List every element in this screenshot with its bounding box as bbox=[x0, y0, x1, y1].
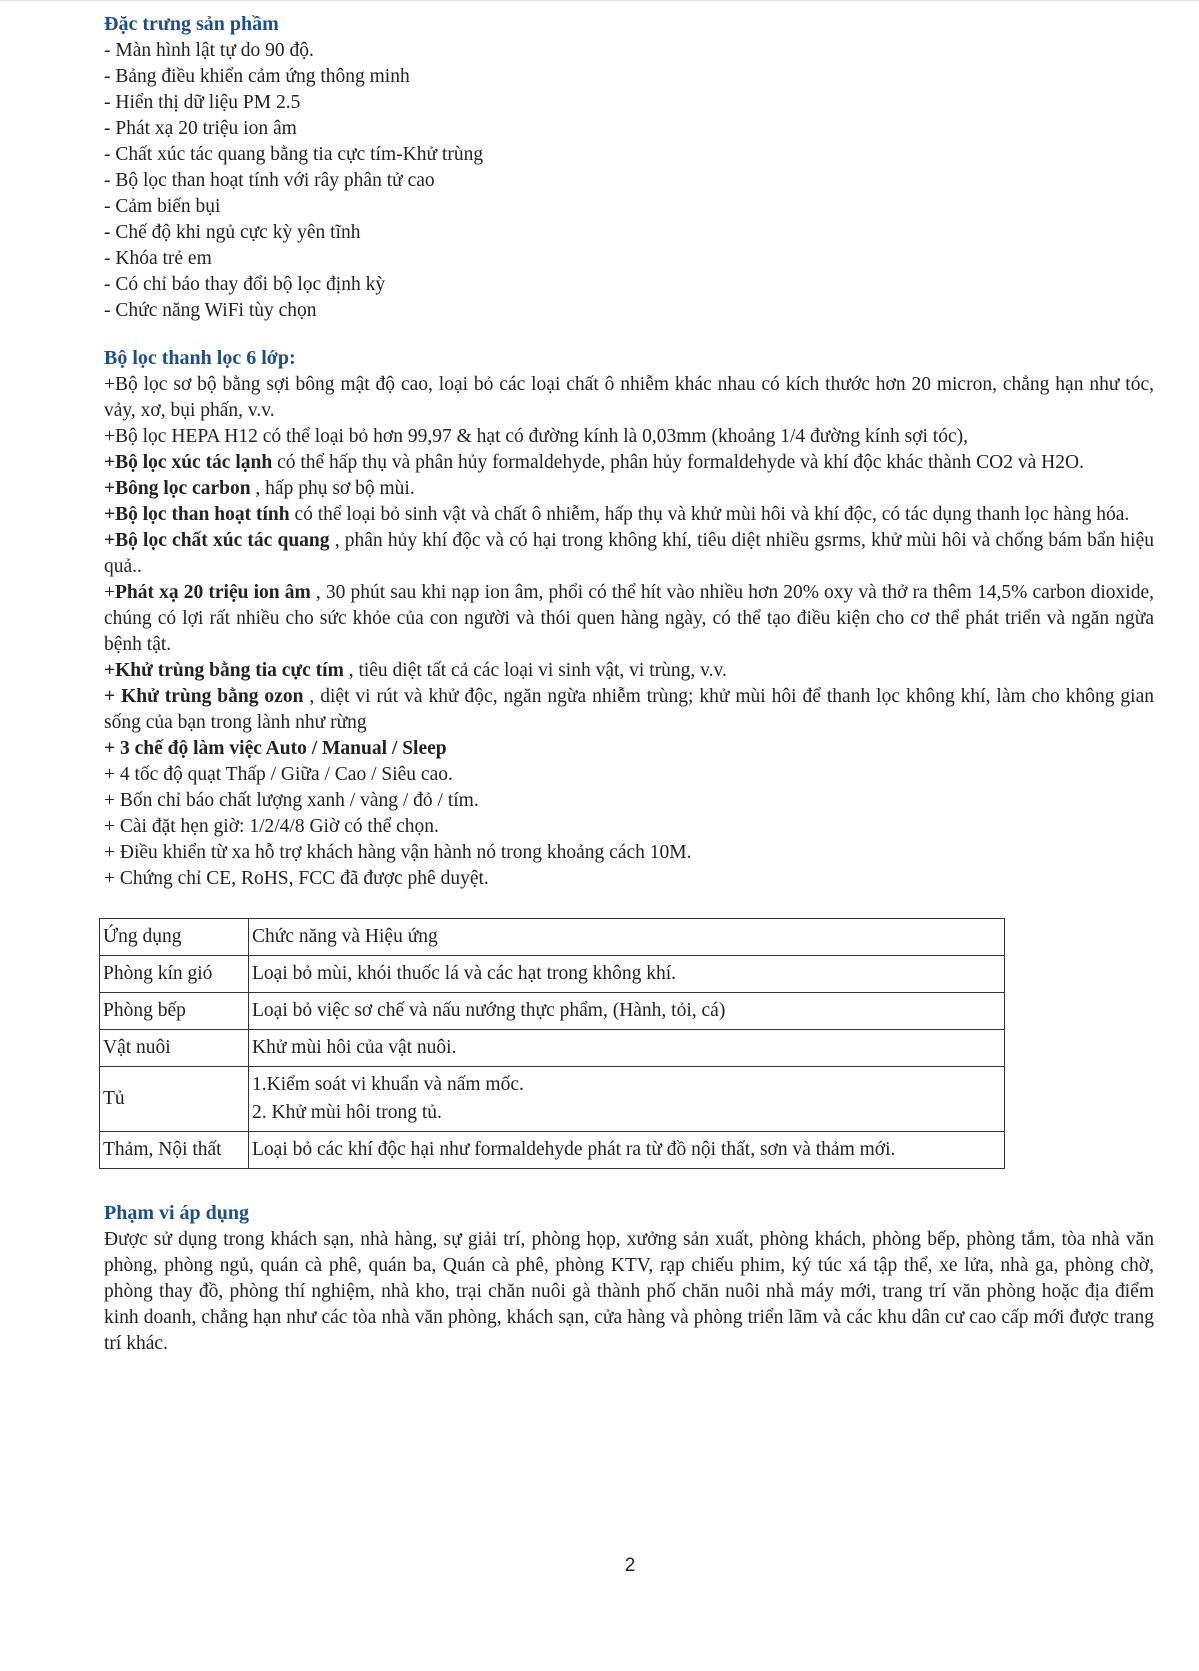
table-cell: Tủ bbox=[100, 1067, 249, 1132]
filter-description: , phân hủy khí độc và có hại trong không khí, tiêu diệt nhiều gsrms, khử mùi hôi và chống bám bẩn hiệu quả.. bbox=[104, 530, 1154, 577]
filter-paragraph bbox=[104, 528, 1154, 580]
list-item: - Bộ lọc than hoạt tính với rây phân tử cao bbox=[104, 170, 435, 191]
list-item: - Có chỉ báo thay đổi bộ lọc định kỳ bbox=[104, 274, 386, 295]
filter-paragraph: +Bộ lọc HEPA H12 có thể loại bỏ hơn 99,97 & hạt có đường kính là 0,03mm (khoảng 1/4 đường kính sợi tóc), bbox=[104, 426, 968, 447]
list-item: - Khóa trẻ em bbox=[104, 248, 212, 269]
filter-paragraph: +Bộ lọc sơ bộ bằng sợi bông mật độ cao, loại bỏ các loại chất ô nhiễm khác nhau có kích thước hơn 20 micron, chẳng hạn như tóc, vảy, xơ, bụi phấn, v.v. bbox=[104, 374, 1154, 421]
table-row bbox=[100, 1132, 1005, 1169]
scope-heading: Phạm vi áp dụng bbox=[104, 1202, 250, 1224]
table-cell: Vật nuôi bbox=[100, 1030, 249, 1067]
table-cell: Phòng kín gió bbox=[100, 956, 249, 993]
application-table bbox=[99, 918, 1005, 1169]
filter-paragraph bbox=[104, 580, 1154, 658]
table-cell: Thảm, Nội thất bbox=[100, 1132, 249, 1169]
list-item: - Hiển thị dữ liệu PM 2.5 bbox=[104, 92, 301, 113]
filter-term: +Khử trùng bằng tia cực tím bbox=[104, 660, 344, 681]
list-item: - Bảng điều khiển cảm ứng thông minh bbox=[104, 66, 410, 87]
page-number: 2 bbox=[624, 1555, 636, 1576]
table-header-cell: Chức năng và Hiệu ứng bbox=[249, 919, 1005, 956]
table-cell: Loại bỏ mùi, khói thuốc lá và các hạt trong không khí. bbox=[249, 956, 1005, 993]
filter-paragraph: + Điều khiển từ xa hỗ trợ khách hàng vận hành nó trong khoảng cách 10M. bbox=[104, 842, 692, 863]
filter-term: +Bông lọc carbon bbox=[104, 478, 251, 499]
table-row bbox=[100, 1067, 1005, 1132]
table-cell: Phòng bếp bbox=[100, 993, 249, 1030]
list-item: - Phát xạ 20 triệu ion âm bbox=[104, 118, 297, 139]
filter-term: Phát xạ 20 triệu ion âm bbox=[115, 582, 311, 603]
filter-paragraph bbox=[104, 476, 1154, 502]
list-item: - Chất xúc tác quang bằng tia cực tím-Khử trùng bbox=[104, 144, 484, 165]
filter-description: có thể hấp thụ và phân hủy formaldehyde, phân hủy formaldehyde và khí độc khác thành CO2 và H2O. bbox=[272, 452, 1084, 473]
filter-description: , tiêu diệt tất cả các loại vi sinh vật, vi trùng, v.v. bbox=[343, 660, 727, 681]
table-cell: Loại bỏ việc sơ chế và nấu nướng thực phẩm, (Hành, tỏi, cá) bbox=[249, 993, 1005, 1030]
filters-heading: Bộ lọc thanh lọc 6 lớp: bbox=[104, 347, 296, 369]
table-row bbox=[100, 993, 1005, 1030]
filter-paragraph bbox=[104, 658, 1154, 684]
filter-paragraph bbox=[104, 502, 1154, 528]
table-cell: Khử mùi hôi của vật nuôi. bbox=[249, 1030, 1005, 1067]
features-list bbox=[104, 38, 1154, 324]
list-item: - Chế độ khi ngủ cực kỳ yên tĩnh bbox=[104, 222, 361, 243]
filter-description: , diệt vi rút và khử độc, ngăn ngừa nhiễm trùng; khử mùi hôi để thanh lọc không khí, làm cho không gian sống của bạn trong lành như rừng bbox=[104, 686, 1154, 733]
filter-paragraph: + Chứng chỉ CE, RoHS, FCC đã được phê duyệt. bbox=[104, 868, 489, 889]
scope-paragraph: Được sử dụng trong khách sạn, nhà hàng, sự giải trí, phòng họp, xưởng sản xuất, phòng khách, phòng bếp, phòng tắm, tòa nhà văn phòng, phòng ngủ, quán cà phê, quán ba, Quán cà phê, phòng KTV, rạp chiếu phim, ký túc xá tập thể, xe lửa, nhà ga, phòng chờ, phòng thay đồ, phòng thí nghiệm, nhà kho, trại chăn nuôi gà thành phố chăn nuôi nhà máy mới, trang trí văn phòng hoặc địa điểm kinh doanh, chẳng hạn như các tòa nhà văn phòng, khách sạn, cửa hàng và phòng triển lãm và các khu dân cư cao cấp mới được trang trí khác. bbox=[104, 1229, 1154, 1354]
filter-paragraph: + Cài đặt hẹn giờ: 1/2/4/8 Giờ có thể chọn. bbox=[104, 816, 439, 837]
filter-paragraph: + 4 tốc độ quạt Thấp / Giữa / Cao / Siêu cao. bbox=[104, 764, 453, 785]
filter-term: + 3 chế độ làm việc Auto / Manual / Sleep bbox=[104, 738, 447, 759]
list-item: - Cảm biến bụi bbox=[104, 196, 221, 217]
table-header-cell: Ứng dụng bbox=[100, 919, 249, 956]
top-divider bbox=[0, 0, 1199, 1]
filter-paragraph: + Bốn chỉ báo chất lượng xanh / vàng / đỏ / tím. bbox=[104, 790, 479, 811]
table-header-row bbox=[100, 919, 1005, 956]
list-item: - Màn hình lật tự do 90 độ. bbox=[104, 40, 314, 61]
table-row bbox=[100, 956, 1005, 993]
filter-paragraph bbox=[104, 736, 1154, 762]
list-item: - Chức năng WiFi tùy chọn bbox=[104, 300, 317, 321]
table-cell-line: 2. Khử mùi hôi trong tủ. bbox=[252, 1102, 442, 1123]
table-cell: Loại bỏ các khí độc hại như formaldehyde phát ra từ đồ nội thất, sơn và thảm mới. bbox=[249, 1132, 1005, 1169]
page-content bbox=[104, 10, 1154, 1357]
filter-description: , hấp phụ sơ bộ mùi. bbox=[250, 478, 415, 499]
application-table-wrapper bbox=[99, 918, 1154, 1169]
table-row bbox=[100, 1030, 1005, 1067]
filter-description: , 30 phút sau khi nạp ion âm, phổi có thể hít vào nhiều hơn 20% oxy và thở ra thêm 14,5% carbon dioxide, chúng có lợi rất nhiều cho sức khỏe của con người và thói quen hàng ngày, có thể tạo điều kiện cho cơ thể phát triển và ngăn ngừa bệnh tật. bbox=[104, 582, 1154, 655]
filter-prefix: + bbox=[104, 582, 115, 603]
filter-paragraph bbox=[104, 450, 1154, 476]
filter-term: + Khử trùng bằng ozon bbox=[104, 686, 304, 707]
table-cell-line: 1.Kiểm soát vi khuẩn và nấm mốc. bbox=[252, 1074, 524, 1095]
table-cell bbox=[249, 1067, 1005, 1132]
features-heading: Đặc trưng sản phầm bbox=[104, 13, 279, 35]
filter-term: +Bộ lọc xúc tác lạnh bbox=[104, 452, 273, 473]
filter-term: +Bộ lọc chất xúc tác quang bbox=[104, 530, 330, 551]
filter-paragraph bbox=[104, 684, 1154, 736]
filter-term: +Bộ lọc than hoạt tính bbox=[104, 504, 290, 525]
filter-description: có thể loại bỏ sinh vật và chất ô nhiễm, hấp thụ và khử mùi hôi và khí độc, có tác dụng thanh lọc hàng hóa. bbox=[289, 504, 1130, 525]
